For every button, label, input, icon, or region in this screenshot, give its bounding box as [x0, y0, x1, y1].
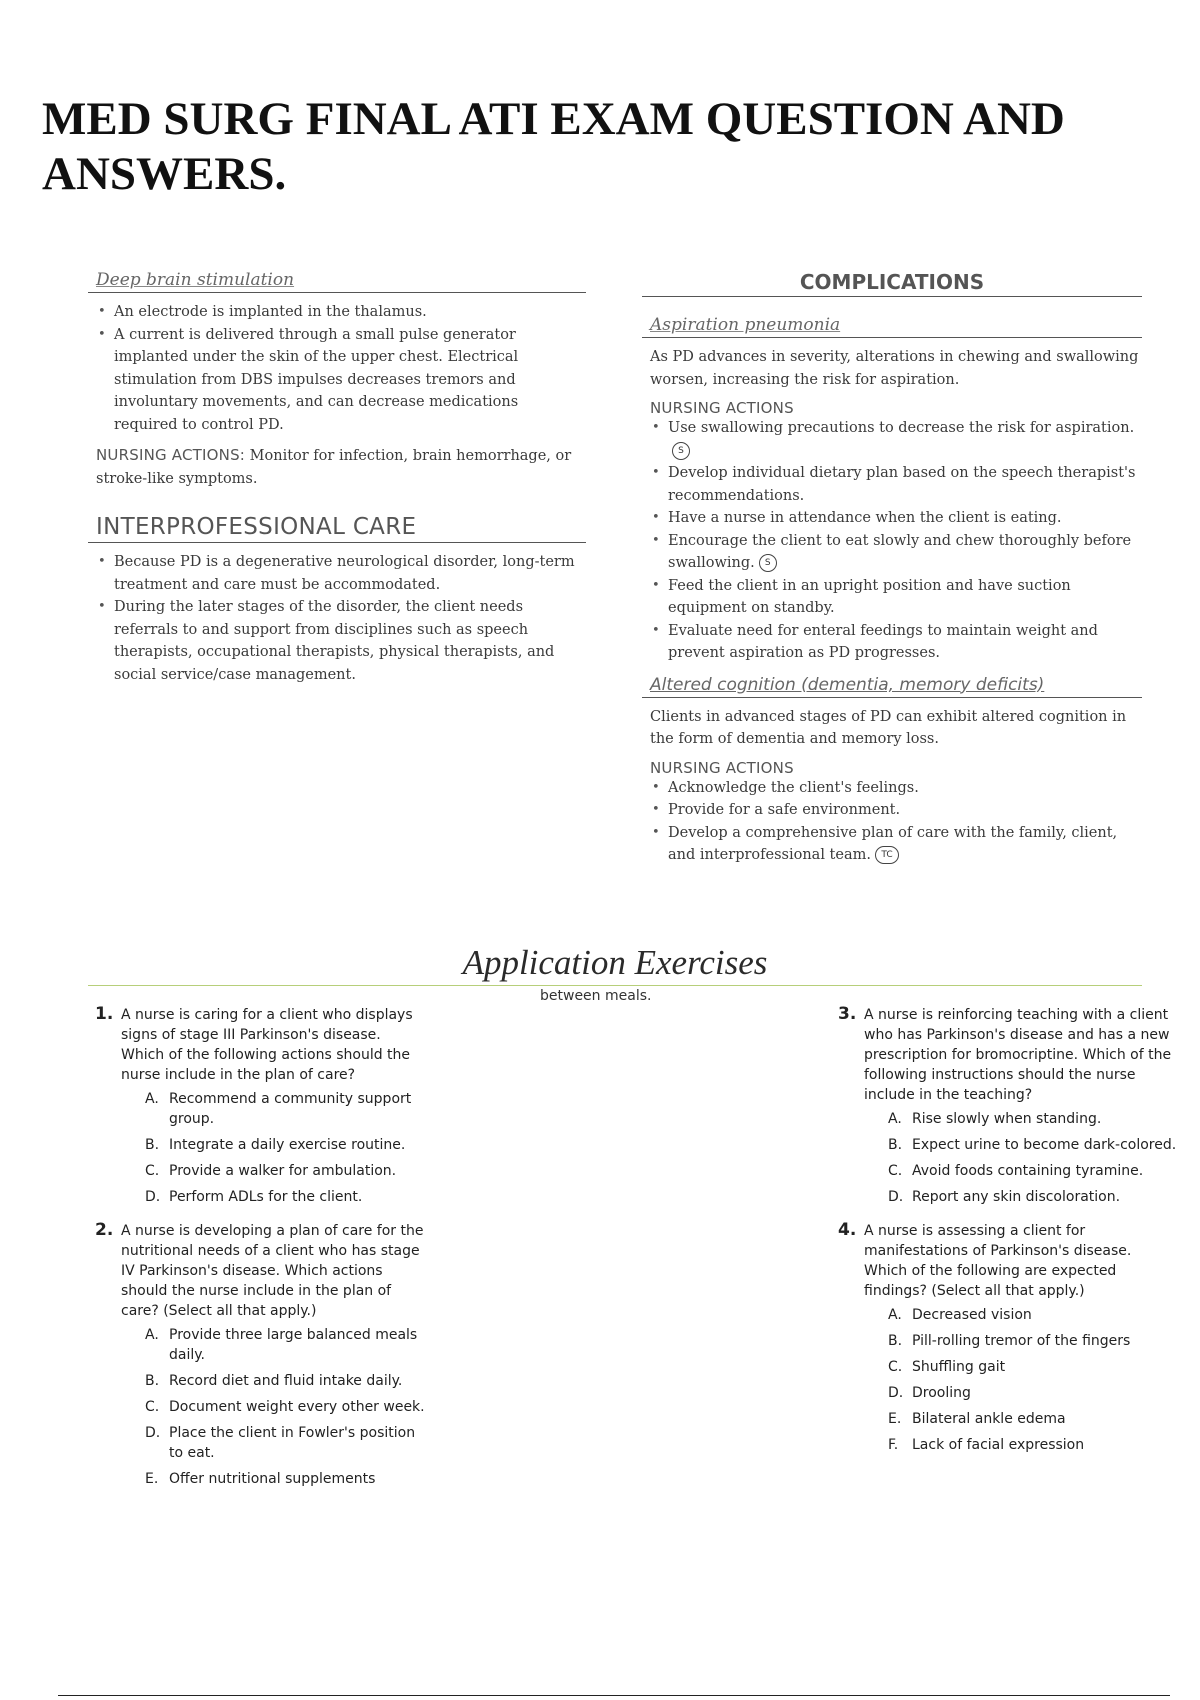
answer-option[interactable]: C. Provide a walker for ambulation. — [145, 1163, 397, 1179]
answer-option[interactable]: D. Place the client in Fowler's position to eat. — [145, 1425, 416, 1461]
question-1 — [95, 1005, 425, 1207]
answer-option[interactable]: A. Recommend a community support group. — [145, 1091, 412, 1127]
answer-option[interactable]: C. Document weight every other week. — [145, 1399, 425, 1415]
question-number: 1. — [95, 1004, 114, 1024]
answer-options — [838, 1305, 1178, 1455]
questions-left-column — [95, 1005, 425, 1503]
answer-option[interactable]: B. Integrate a daily exercise routine. — [145, 1137, 406, 1153]
list-item: • Acknowledge the client's feelings. — [650, 777, 1142, 800]
answer-option[interactable]: B. Pill-rolling tremor of the fingers — [888, 1333, 1131, 1349]
qs-badge-icon: S — [759, 554, 777, 572]
aspiration-text: As PD advances in severity, alterations in chewing and swallowing worsen, increasing the risk for aspiration. — [650, 349, 1139, 388]
question-stem: A nurse is reinforcing teaching with a client who has Parkinson's disease and has a new prescription for bromocriptine. Which of the following instructions should the nurse include in the teaching? — [864, 1007, 1172, 1103]
answer-options — [838, 1109, 1178, 1207]
question-2 — [95, 1221, 425, 1489]
question-4 — [838, 1221, 1178, 1455]
list-item: • A current is delivered through a small pulse generator implanted under the skin of the upper chest. Electrical stimulation from DBS impulses decreases tremors and involuntary movements, and can decrease medications required to control PD. — [96, 324, 586, 437]
answer-option[interactable]: A. Provide three large balanced meals daily. — [145, 1327, 418, 1363]
list-item: • Develop individual dietary plan based on the speech therapist's recommendations. — [650, 462, 1142, 507]
cognition-nursing-label: NURSING ACTIONS — [650, 758, 794, 777]
list-item: • Use swallowing precautions to decrease the risk for aspiration.S — [650, 417, 1142, 462]
list-item: • Encourage the client to eat slowly and chew thoroughly before swallowing. S — [650, 530, 1142, 575]
aspiration-bullets — [650, 417, 1142, 665]
nursing-actions-text: Monitor for infection, brain hemorrhage, or stroke-like symptoms. — [96, 448, 572, 487]
aspiration-nursing-label: NURSING ACTIONS — [650, 399, 794, 417]
answer-option[interactable]: E. Bilateral ankle edema — [888, 1411, 1066, 1427]
list-item: • An electrode is implanted in the thalamus. — [96, 301, 586, 324]
interprofessional-bullets — [96, 551, 586, 686]
footer-divider — [58, 1695, 1170, 1696]
question-3 — [838, 1005, 1178, 1207]
aspiration-heading: Aspiration pneumonia — [642, 315, 1142, 338]
list-item: • Evaluate need for enteral feedings to maintain weight and prevent aspiration as PD progresses. — [650, 620, 1142, 665]
question-number: 3. — [838, 1004, 857, 1024]
question-stem: A nurse is developing a plan of care for the nutritional needs of a client who has stage IV Parkinson's disease. Which actions should the nurse include in the plan of care? (Select all that apply.) — [121, 1223, 424, 1319]
answer-option[interactable]: F. Lack of facial expression — [888, 1437, 1085, 1453]
between-meals-text: between meals. — [540, 988, 652, 1004]
list-item: • Feed the client in an upright position and have suction equipment on standby. — [650, 575, 1142, 620]
cognition-bullets — [650, 777, 1142, 867]
complications-heading: COMPLICATIONS — [642, 270, 1142, 297]
list-item: • During the later stages of the disorder, the client needs referrals to and support from disciplines such as speech therapists, occupational therapists, physical therapists, and social service/case management. — [96, 596, 586, 686]
list-item: • Provide for a safe environment. — [650, 799, 1142, 822]
answer-option[interactable]: D. Perform ADLs for the client. — [145, 1189, 363, 1205]
question-number: 4. — [838, 1220, 857, 1240]
nursing-actions-label: NURSING ACTIONS: — [96, 446, 246, 464]
answer-option[interactable]: D. Report any skin discoloration. — [888, 1189, 1121, 1205]
answer-option[interactable]: C. Avoid foods containing tyramine. — [888, 1163, 1144, 1179]
qs-badge-icon: S — [672, 442, 690, 460]
dbs-bullets — [96, 301, 586, 436]
question-number: 2. — [95, 1220, 114, 1240]
page-title: MED SURG FINAL ATI EXAM QUESTION AND ANSWERS. — [42, 93, 1065, 200]
application-exercises-title: Application Exercises — [88, 943, 1142, 986]
answer-option[interactable]: D. Drooling — [888, 1385, 971, 1401]
left-column — [88, 270, 586, 686]
list-item: • Because PD is a degenerative neurological disorder, long-term treatment and care must be accommodated. — [96, 551, 586, 596]
question-stem: A nurse is assessing a client for manifestations of Parkinson's disease. Which of the following are expected findings? (Select all that apply.) — [864, 1223, 1132, 1299]
answer-option[interactable]: A. Rise slowly when standing. — [888, 1111, 1102, 1127]
cognition-text: Clients in advanced stages of PD can exhibit altered cognition in the form of dementia and memory loss. — [650, 708, 1127, 747]
list-item: • Have a nurse in attendance when the client is eating. — [650, 507, 1142, 530]
answer-option[interactable]: E. Offer nutritional supplements — [145, 1471, 376, 1487]
qtc-badge-icon: TC — [875, 846, 899, 864]
cognition-heading: Altered cognition (dementia, memory deficits) — [642, 675, 1142, 698]
answer-option[interactable]: B. Record diet and fluid intake daily. — [145, 1373, 403, 1389]
answer-option[interactable]: A. Decreased vision — [888, 1307, 1032, 1323]
answer-options — [95, 1089, 425, 1207]
answer-option[interactable]: C. Shuffling gait — [888, 1359, 1006, 1375]
question-stem: A nurse is caring for a client who displays signs of stage III Parkinson's disease. Which of the following actions should the nurse include in the plan of care? — [121, 1007, 413, 1083]
interprofessional-heading: INTERPROFESSIONAL CARE — [88, 514, 586, 543]
dbs-nursing-actions — [96, 444, 586, 490]
answer-options — [95, 1325, 425, 1489]
questions-right-column — [838, 1005, 1178, 1469]
right-column — [642, 270, 1142, 867]
list-item: • Develop a comprehensive plan of care with the family, client, and interprofessional team. TC — [650, 822, 1142, 867]
answer-option[interactable]: B. Expect urine to become dark-colored. — [888, 1137, 1177, 1153]
dbs-heading: Deep brain stimulation — [88, 270, 586, 293]
